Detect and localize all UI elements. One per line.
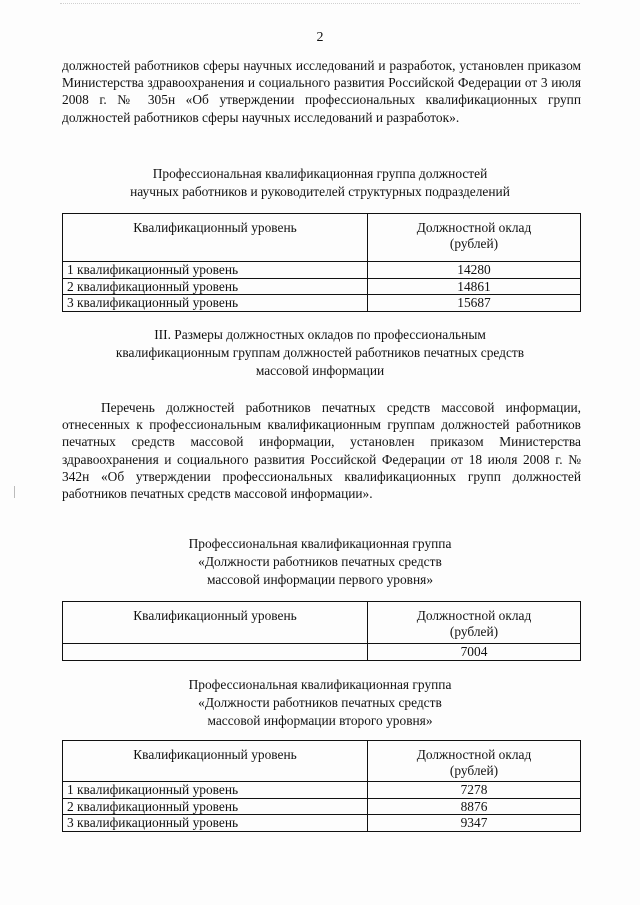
row-salary: 15687	[368, 295, 581, 312]
row-level: 1 квалификационный уровень	[63, 262, 368, 279]
table-row	[63, 798, 581, 815]
section3-paragraph: Перечень должностей работников печатных средств массовой информации, отнесенных к профессиональным квалификационным группам должностей работников печатных средств массовой информации, установлен приказом Министерства здравоохранения и социального развития Российской Федерации от 18 июля 2008 г. № 342н «Об утверждении профессиональных квалификационных групп должностей работников печатных средств массовой информации».	[62, 400, 581, 502]
section3-title-line: квалификационным группам должностей работников печатных средств	[115, 345, 525, 360]
row-salary: 14280	[368, 262, 581, 279]
table-row	[63, 644, 581, 661]
header-salary-line: (рублей)	[449, 762, 499, 778]
table-header-row	[63, 214, 581, 262]
group1-title-line: научных работников и руководителей структурных подразделений	[130, 184, 510, 199]
header-salary-line: Должностной оклад	[416, 608, 532, 623]
scan-mark	[14, 486, 15, 498]
row-level: 1 квалификационный уровень	[63, 782, 368, 799]
header-level: Квалификационный уровень	[63, 741, 368, 782]
group2-title-line: «Должности работников печатных средств	[198, 554, 442, 569]
row-salary: 8876	[368, 798, 581, 815]
row-salary: 14861	[368, 278, 581, 295]
group2-title-line: массовой информации первого уровня»	[206, 572, 434, 587]
header-salary-line: (рублей)	[449, 235, 499, 251]
table-row	[63, 262, 581, 279]
row-salary: 7278	[368, 782, 581, 799]
table-row	[63, 815, 581, 832]
row-salary: 7004	[368, 644, 581, 661]
group2-title	[40, 535, 600, 589]
header-salary	[368, 741, 581, 782]
header-level: Квалификационный уровень	[63, 214, 368, 262]
header-salary	[368, 214, 581, 262]
section3-title-line: массовой информации	[255, 363, 385, 378]
header-salary-line: Должностной оклад	[416, 220, 532, 235]
group1-title	[40, 165, 600, 201]
group1-table	[62, 213, 581, 312]
table-row	[63, 295, 581, 312]
scan-noise	[60, 3, 580, 7]
group3-table	[62, 740, 581, 832]
row-level: 3 квалификационный уровень	[63, 815, 368, 832]
page-number: 2	[316, 30, 324, 45]
row-level: 3 квалификационный уровень	[63, 295, 368, 312]
row-level	[63, 644, 368, 661]
header-salary-line: (рублей)	[449, 623, 499, 639]
row-level: 2 квалификационный уровень	[63, 798, 368, 815]
table-header-row	[63, 741, 581, 782]
intro-paragraph: должностей работников сферы научных исследований и разработок, установлен приказом Министерства здравоохранения и социального развития Российской Федерации от 3 июля 2008 г. № 305н «Об утверждении профессиональных квалификационных групп должностей работников сферы научных исследований и разработок».	[62, 58, 581, 125]
section3-title-line: III. Размеры должностных окладов по профессиональным	[154, 327, 486, 342]
group2-table	[62, 601, 581, 661]
group1-title-line: Профессиональная квалификационная группа должностей	[152, 166, 488, 181]
row-level: 2 квалификационный уровень	[63, 278, 368, 295]
row-salary: 9347	[368, 815, 581, 832]
group3-title-line: Профессиональная квалификационная группа	[188, 677, 452, 692]
group3-title-line: массовой информации второго уровня»	[207, 713, 433, 728]
table-row	[63, 278, 581, 295]
header-salary-line: Должностной оклад	[416, 747, 532, 762]
group3-title-line: «Должности работников печатных средств	[198, 695, 442, 710]
group3-title	[40, 676, 600, 730]
table-row	[63, 782, 581, 799]
group2-title-line: Профессиональная квалификационная группа	[188, 536, 452, 551]
header-level: Квалификационный уровень	[63, 602, 368, 644]
table-header-row	[63, 602, 581, 644]
header-salary	[368, 602, 581, 644]
section3-title	[40, 326, 600, 380]
